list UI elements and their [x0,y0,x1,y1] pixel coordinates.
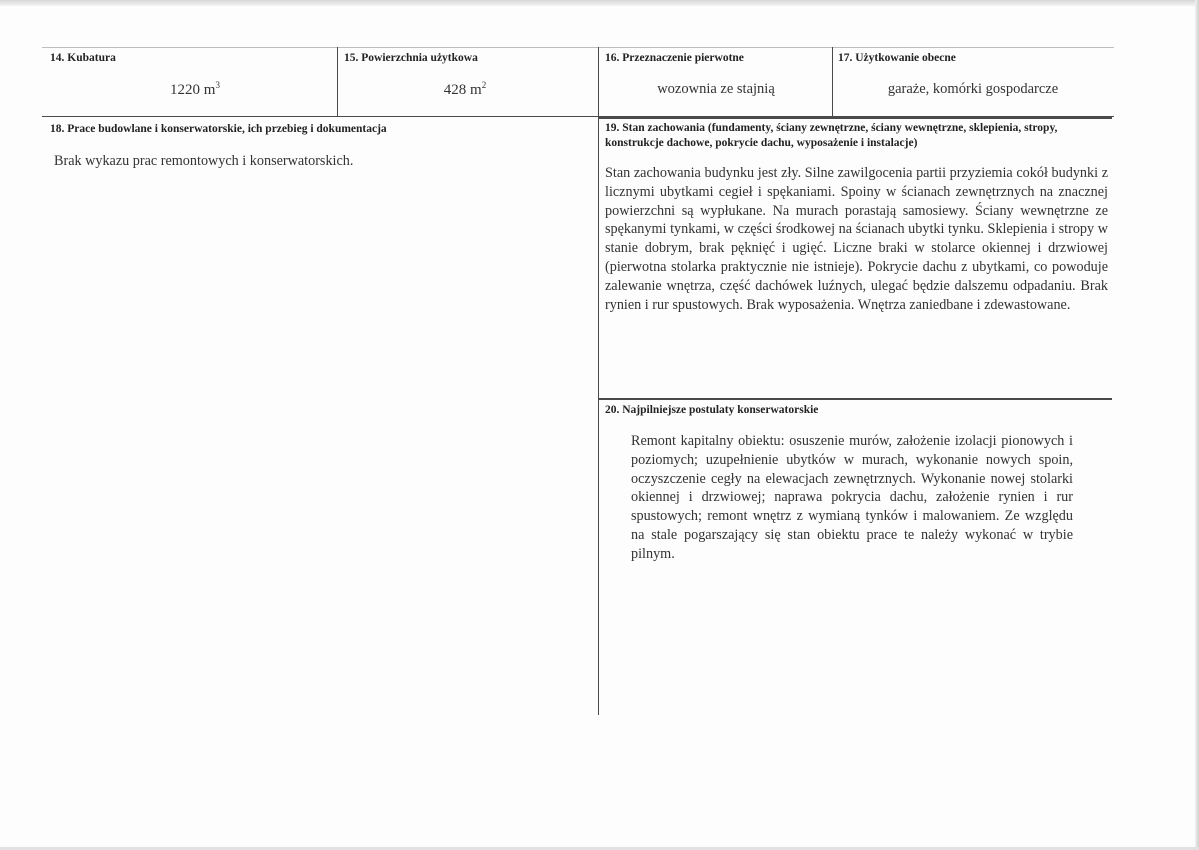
field-15-unit-exponent: 2 [481,80,487,90]
field-19-top-border [598,117,1112,119]
field-17-value: garaże, komórki gospodarcze [887,81,1059,97]
divider-14-15 [337,47,338,116]
field-15-number: 428 m [443,82,482,98]
main-column-divider [598,47,599,715]
field-20-label: 20. Najpilniejsze postulaty konserwatorskie [605,404,819,416]
field-14-value [150,80,240,99]
field-18-label: 18. Prace budowlane i konserwatorskie, ich przebieg i dokumentacja [50,123,387,135]
scan-edge-top [0,0,1199,6]
field-19-label: 19. Stan zachowania (fundamenty, ściany zewnętrzne, ściany wewnętrzne, sklepienia, stropy, konstrukcje dachowe, pokrycie dachu, wyposażenie i instalacje) [605,122,1058,149]
field-17-label: 17. Użytkowanie obecne [838,52,956,64]
divider-16-17 [832,47,833,116]
field-15-value [430,80,500,99]
field-15-label: 15. Powierzchnia użytkowa [344,52,478,64]
form-top-border [42,47,1114,48]
field-14-label: 14. Kubatura [50,52,116,64]
field-16-label: 16. Przeznaczenie pierwotne [605,52,744,64]
field-19-text: Stan zachowania budynku jest zły. Silne zawilgocenia partii przyziemia cokół budynki z licznymi ubytkami cegieł i spękaniami. Spoiny w ścianach zewnętrznych na znacznej powierzchni są wypłukane. Na murach porastają samosiewy. Ściany wewnętrzne ze spękanymi tynkami, w części środkowej na ścianach ubytki tynku. Sklepienia i stropy w stanie dobrym, brak pęknięć i ugięć. Liczne braki w stolarce okiennej i drzwiowej (pierwotna stolarka praktycznie nie istnieje). Pokrycie dachu z ubytkami, co powoduje zalewanie wnętrza, część dachówek luźnych, ulegać będzie dalszemu odpadaniu. Brak rynien i rur spustowych. Brak wyposażenia. Wnętrza zaniedbane i zdewastowane. [605,165,1108,313]
field-14-number: 1220 m [170,82,216,98]
field-20-top-border [598,398,1112,400]
field-16-value: wozownia ze stajnią [657,81,775,97]
field-18-text: Brak wykazu prac remontowych i konserwatorskich. [54,153,354,169]
field-14-unit-exponent: 3 [215,80,220,90]
field-20-text: Remont kapitalny obiektu: osuszenie murów, założenie izolacji pionowych i poziomych; uzupełnienie ubytków w murach, wykonanie nowych spoin, oczyszczenie cegły na elewacjach zewnętrznych. Wykonanie nowej stolarki okiennej i drzwiowej; naprawa pokrycia dachu, założenie rynien i rur spustowych; remont wnętrz z wymianą tynków i malowaniem. Ze względu na stale pogarszający się stan obiektu prace te należy wykonać w trybie pilnym. [631,433,1073,562]
scan-edge-right [1195,0,1199,850]
